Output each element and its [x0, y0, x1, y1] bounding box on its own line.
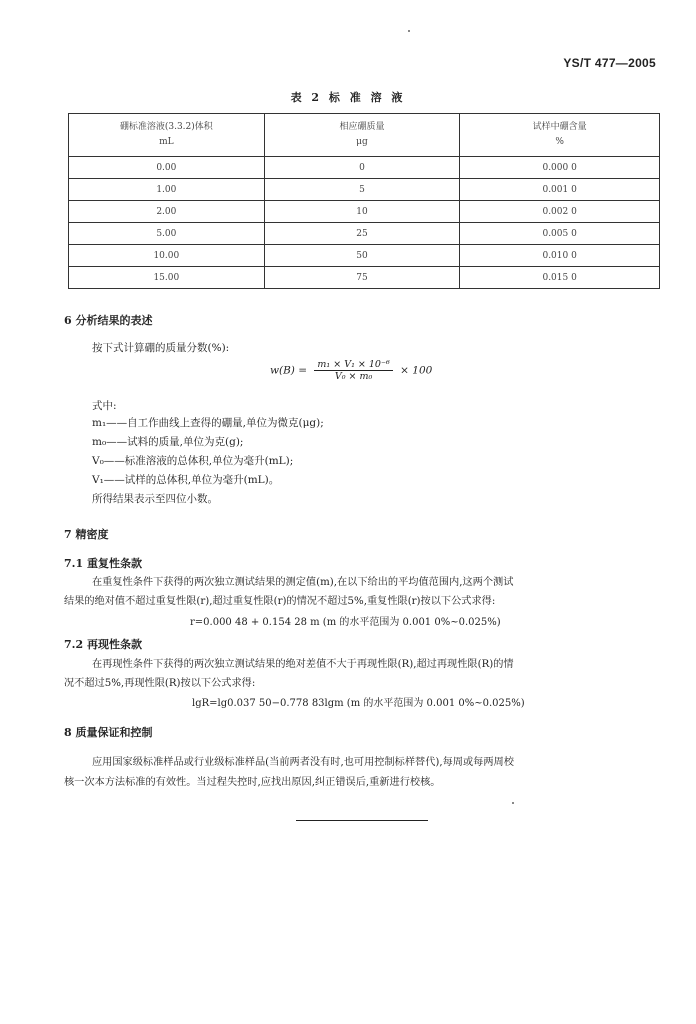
- table-cell: 0.015 0: [460, 267, 660, 289]
- result-note: 所得结果表示至四位小数。: [92, 493, 218, 505]
- section-7-heading: 7 精密度: [64, 528, 109, 541]
- table-cell: 5: [264, 179, 460, 201]
- standard-solution-table: [68, 113, 660, 289]
- table-cell: 2.00: [69, 201, 265, 223]
- section-7-1-heading: 7.1 重复性条款: [64, 557, 142, 570]
- table-cell: 0.010 0: [460, 245, 660, 267]
- repeatability-text: 结果的绝对值不超过重复性限(r),超过重复性限(r)的情况不超过5%,重复性限(r)按以下公式求得:: [64, 596, 496, 607]
- formula-numerator: m₁ × V₁ × 10⁻⁶: [314, 359, 392, 371]
- header-boron-content: 试样中硼含量 %: [460, 114, 660, 157]
- scan-speck: [512, 802, 514, 804]
- variable-definition: m₀——试料的质量,单位为克(g);: [92, 436, 244, 448]
- section-7-2-heading: 7.2 再现性条款: [64, 638, 142, 651]
- table-cell: 50: [264, 245, 460, 267]
- quality-control-text: 核一次本方法标准的有效性。当过程失控时,应找出原因,纠正错误后,重新进行校核。: [64, 777, 441, 788]
- reproducibility-formula: lgR=lg0.037 50−0.778 83lgm (m 的水平范围为 0.001 0%~0.025%): [192, 698, 525, 709]
- section-6-heading: 6 分析结果的表述: [64, 314, 153, 327]
- table-row: [69, 179, 660, 201]
- scan-speck: [408, 30, 410, 32]
- table-row: [69, 157, 660, 179]
- where-label: 式中:: [92, 400, 117, 412]
- section-6-intro: 按下式计算硼的质量分数(%):: [92, 342, 230, 354]
- variable-definition: V₁——试样的总体积,单位为毫升(mL)。: [92, 474, 280, 486]
- formula-lhs: w(B) =: [270, 364, 308, 377]
- table-cell: 75: [264, 267, 460, 289]
- table-cell: 25: [264, 223, 460, 245]
- table-header-row: [69, 114, 660, 157]
- table-cell: 0.000 0: [460, 157, 660, 179]
- table-row: [69, 245, 660, 267]
- formula-suffix: × 100: [400, 364, 433, 377]
- document-code: YS/T 477—2005: [563, 56, 656, 70]
- table-cell: 0.005 0: [460, 223, 660, 245]
- quality-control-text: 应用国家级标准样品或行业级标准样品(当前两者没有时,也可用控制标样替代),每周或每两周校: [92, 757, 514, 768]
- table-title: 表 2 标 准 溶 液: [290, 91, 406, 104]
- section-8-heading: 8 质量保证和控制: [64, 726, 153, 739]
- table-cell: 10: [264, 201, 460, 223]
- header-volume: 硼标准溶液(3.3.2)体积 mL: [69, 114, 265, 157]
- table-cell: 0.00: [69, 157, 265, 179]
- table-cell: 10.00: [69, 245, 265, 267]
- table-cell: 1.00: [69, 179, 265, 201]
- table-row: [69, 223, 660, 245]
- table-row: [69, 201, 660, 223]
- end-rule: [296, 820, 428, 821]
- header-boron-mass: 相应硼质量 μg: [264, 114, 460, 157]
- repeatability-text: 在重复性条件下获得的两次独立测试结果的测定值(m),在以下给出的平均值范围内,这两个测试: [92, 577, 514, 588]
- reproducibility-text: 况不超过5%,再现性限(R)按以下公式求得:: [64, 678, 256, 689]
- table-cell: 0.002 0: [460, 201, 660, 223]
- formula-denominator: V₀ × m₀: [334, 371, 373, 382]
- table-cell: 15.00: [69, 267, 265, 289]
- repeatability-formula: r=0.000 48 + 0.154 28 m (m 的水平范围为 0.001 0%~0.025%): [190, 617, 501, 628]
- table-cell: 5.00: [69, 223, 265, 245]
- table-cell: 0: [264, 157, 460, 179]
- table-row: [69, 267, 660, 289]
- reproducibility-text: 在再现性条件下获得的两次独立测试结果的绝对差值不大于再现性限(R),超过再现性限(R)的情: [92, 659, 514, 670]
- mass-fraction-formula: [270, 359, 432, 382]
- formula-fraction: [314, 359, 392, 382]
- variable-definition: m₁——自工作曲线上查得的硼量,单位为微克(μg);: [92, 417, 324, 429]
- variable-definition: V₀——标准溶液的总体积,单位为毫升(mL);: [92, 455, 294, 467]
- table-cell: 0.001 0: [460, 179, 660, 201]
